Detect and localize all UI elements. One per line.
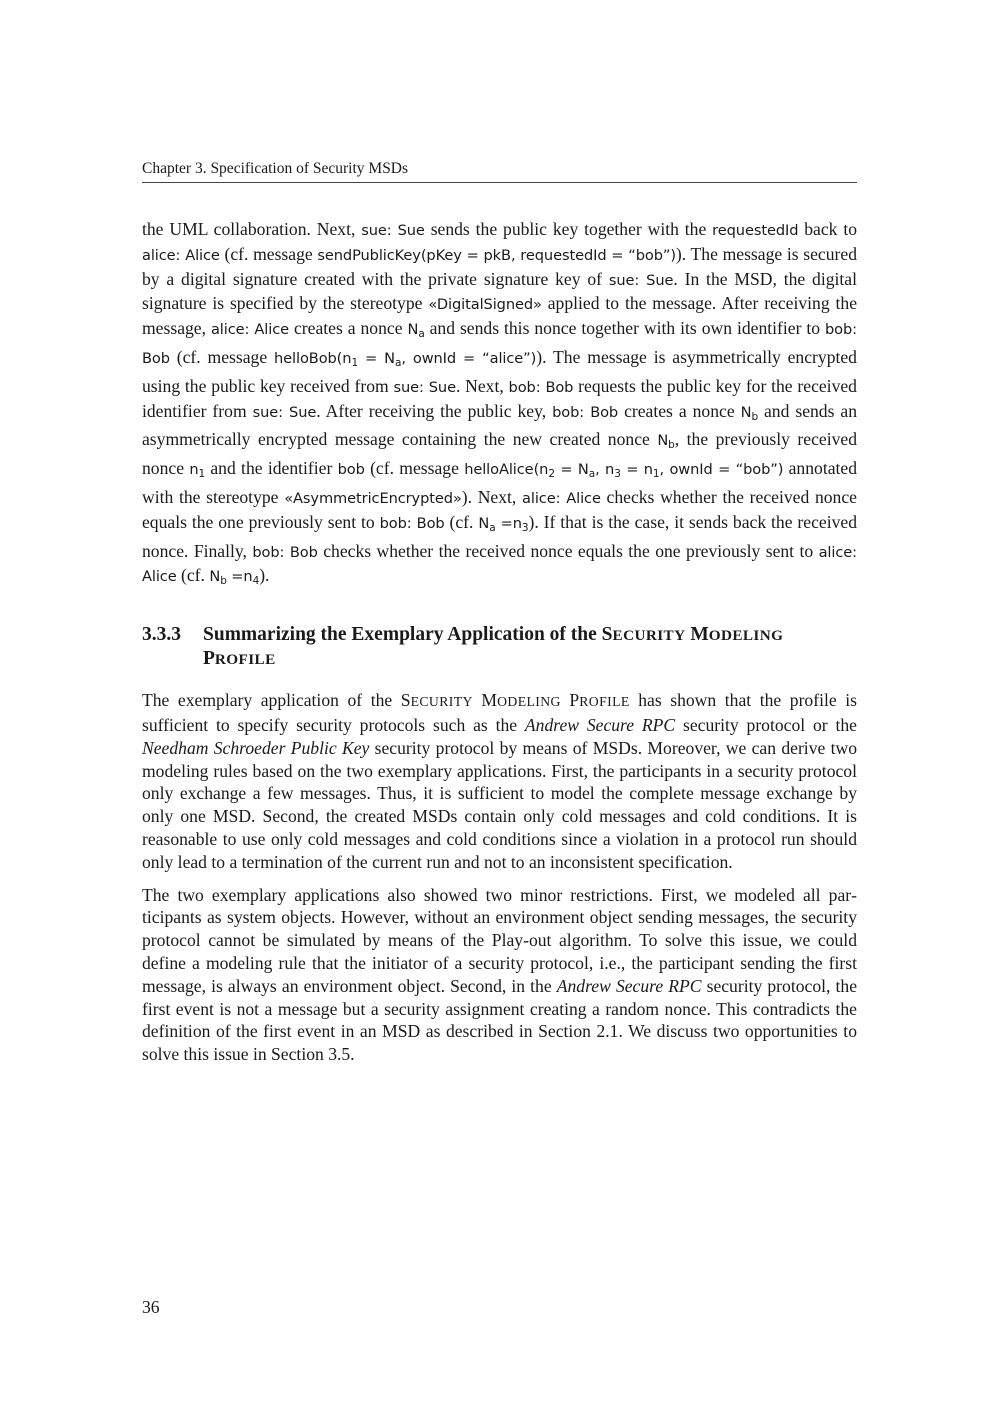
paragraph-summary: The exemplary application of the SECURITY MODELING PROFILE has shown that the profile is sufficient to specify security protocols such as the Andrew Secure RPC security protocol or the Needham Schroeder Public Key security protocol by means of MSDs. Moreover, we can derive two modeling rules based on the two exemplary applications. First, the participants in a security protocol only exchange a few messages. Thus, it is sufficient to model the complete message exchange by only one MSD. Second, the created MSDs contain only cold messages and cold conditions. It is reasonable to use only cold messages and cold conditions since a violation in a protocol run should only lead to a termination of the current run and not to an inconsistent specification. — [142, 690, 857, 872]
page-body — [142, 218, 857, 1066]
section-title: Summarizing the Exemplary Application of the SECURITY MODELING PROFILE — [203, 624, 784, 670]
paragraph-restrictions: The two exemplary applications also showed two minor restrictions. First, we modeled all participants as system objects. However, without an environment object sending messages, the security protocol cannot be simulated by means of the Play-out algorithm. To solve this issue, we could define a modeling rule that the initiator of a security protocol, i.e., the participant sending the first message, is always an environment object. Second, in the Andrew Secure RPC security protocol, the first event is not a message but a security assignment creating a random nonce. This contradicts the definition of the first event in an MSD as described in Section 2.1. We discuss two opportunities to solve this issue in Section 3.5. — [142, 884, 858, 1065]
section-number: 3.3.3 — [142, 624, 181, 646]
paragraph-protocol-description: the UML collaboration. Next, sue: Sue sends the public key together with the requestedId back to alice: Alice (cf. message sendPublicKey(pKey = pkB, requestedId = “bob”)). The message is secured by a digital signature created with the private signature key of sue: Sue. In the MSD, the digital signature is specified by the stereotype «DigitalSigned» applied to the message. After receiving the message, alice: Alice creates a nonce $N_a$ and sends this nonce together with its own identifier to bob: Bob (cf. message $helloBob(n_1 = N_a$, ownId = “alice”)). The message is asymmetrically encrypted using the public key received from sue: Sue. Next, bob: Bob requests the public key for the received identifier from sue: Sue. After receiving the public key, bob: Bob creates a nonce $N_b$ and sends an asymmetrically encrypted message containing the new created nonce $N_b$, the previously received nonce $n_1$ and the identifier bob (cf. message $helloAlice(n_2 = N_a$, $n_3 = n_1$, ownId = “bob”) annotated with the stereotype «AsymmetricEncrypted»). Next, alice: Alice checks whether the received nonce equals the one previously sent to bob: Bob (cf. $N_a =n_3$). If that is the case, it sends back the received nonce. Finally, bob: Bob checks whether the received nonce equals the one previously sent to alice: Alice (cf. $N_b =n_4$). — [142, 219, 858, 588]
running-head: Chapter 3. Specification of Security MSDs — [142, 160, 857, 183]
section-heading — [142, 623, 857, 671]
page-number: 36 — [142, 1297, 160, 1317]
